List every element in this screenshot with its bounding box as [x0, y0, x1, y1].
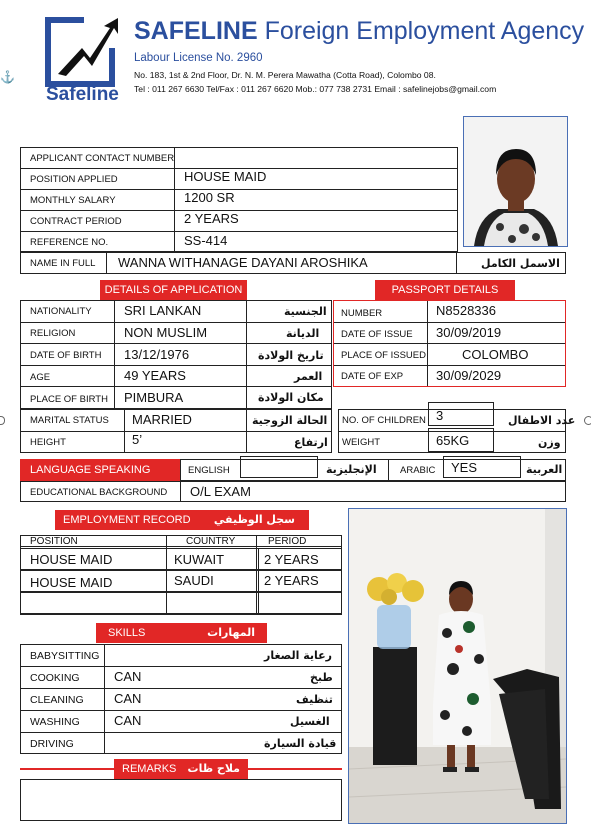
washing-label: WASHING [30, 716, 80, 728]
company-name [134, 17, 584, 46]
page-edge-marker-right [584, 416, 591, 425]
remarks-box [20, 779, 342, 821]
babysitting-label: BABYSITTING [30, 650, 100, 662]
reference-value: SS-414 [184, 233, 228, 248]
height-label: HEIGHT [30, 437, 66, 448]
employment-country-2: SAUDI [174, 573, 214, 588]
place-of-birth-label-ar: مكان الولادة [258, 391, 324, 404]
remarks-label: REMARKS [122, 763, 177, 775]
company-brand: SAFELINE [134, 17, 258, 45]
driving-label: DRIVING [30, 738, 74, 750]
cooking-label: COOKING [30, 672, 80, 684]
height-value: 5’ [132, 432, 143, 447]
applicant-portrait-photo [463, 116, 568, 247]
date-of-issue-label: DATE OF ISSUE [341, 329, 413, 340]
license-number: Labour License No. 2960 [134, 52, 263, 64]
cleaning-label: CLEANING [30, 694, 84, 706]
employment-country-1: KUWAIT [174, 552, 225, 567]
education-label: EDUCATIONAL BACKGROUND [30, 487, 168, 498]
cleaning-value: CAN [114, 691, 142, 706]
cooking-value: CAN [114, 669, 142, 684]
children-label: NO. OF CHILDREN [342, 415, 426, 426]
contact-label: APPLICANT CONTACT NUMBER [30, 153, 175, 164]
anchor-icon: ⚓ [0, 70, 15, 84]
children-label-ar: عدد الاطفال [508, 414, 576, 427]
age-label: AGE [30, 372, 51, 383]
date-of-birth-value: 13/12/1976 [124, 347, 190, 362]
date-of-issue-value: 30/09/2019 [436, 325, 502, 340]
employment-col-country: COUNTRY [186, 536, 236, 547]
page-edge-marker-left [0, 416, 5, 425]
employment-row-3 [20, 592, 342, 614]
skills-header [96, 623, 267, 643]
employment-period-2: 2 YEARS [264, 573, 319, 588]
company-address: No. 183, 1st & 2nd Floor, Dr. N. M. Perera Mawatha (Cotta Road), Colombo 08. [134, 70, 436, 80]
children-value: 3 [436, 408, 444, 423]
nationality-label: NATIONALITY [30, 306, 92, 317]
remarks-header [114, 759, 248, 779]
employment-col-period: PERIOD [268, 536, 307, 547]
height-label-ar: ارتفاع [294, 436, 328, 449]
nationality-value: SRI LANKAN [124, 303, 202, 318]
place-of-issue-value: COLOMBO [462, 347, 529, 362]
salary-value: 1200 SR [184, 190, 235, 205]
full-name-label: NAME IN FULL [30, 258, 96, 269]
employment-period-1: 2 YEARS [264, 552, 319, 567]
full-name-value: WANNA WITHANAGE DAYANI AROSHIKA [118, 255, 368, 270]
date-of-birth-label: DATE OF BIRTH [30, 350, 102, 361]
date-of-expiry-label: DATE OF EXP [341, 371, 404, 382]
company-name-rest: Foreign Employment Agency [257, 17, 585, 45]
employment-record-header [55, 510, 309, 530]
employment-col-position: POSITION [30, 536, 78, 547]
position-applied-label: POSITION APPLIED [30, 174, 118, 185]
language-speaking-header: LANGUAGE SPEAKING [20, 459, 180, 481]
religion-label-ar: الديانة [286, 327, 320, 340]
marital-status-value: MARRIED [132, 412, 192, 427]
religion-label: RELIGION [30, 328, 76, 339]
arabic-label-ar: العربية [526, 463, 563, 476]
marital-status-label: MARITAL STATUS [30, 415, 109, 426]
skills-label: SKILLS [108, 627, 146, 639]
position-applied-value: HOUSE MAID [184, 169, 267, 184]
details-of-application-header: DETAILS OF APPLICATION [100, 280, 247, 300]
passport-number-value: N8528336 [436, 303, 496, 318]
washing-value: CAN [114, 713, 142, 728]
arabic-value: YES [451, 460, 478, 475]
date-of-birth-label-ar: تاريخ الولادة [258, 349, 324, 362]
education-value: O/L EXAM [190, 484, 251, 499]
arabic-label: ARABIC [400, 465, 436, 476]
remarks-label-ar: ملاح ظات [187, 762, 240, 775]
washing-label-ar: الغسيل [290, 715, 330, 728]
skills-label-ar: المهارات [207, 626, 255, 639]
employment-record-label-ar: سجل الوظيفي [213, 513, 295, 526]
cleaning-label-ar: تنظيف [296, 693, 333, 706]
employment-position-1: HOUSE MAID [30, 552, 113, 567]
age-value: 49 YEARS [124, 368, 186, 383]
english-value-box [240, 456, 318, 478]
weight-value: 65KG [436, 433, 470, 448]
applicant-full-body-photo [348, 508, 567, 824]
weight-label-ar: وزن [538, 436, 561, 449]
passport-number-label: NUMBER [341, 308, 383, 319]
contract-period-label: CONTRACT PERIOD [30, 216, 122, 227]
religion-value: NON MUSLIM [124, 325, 208, 340]
full-name-label-ar: الاسمل الكامل [481, 257, 560, 270]
english-label-ar: الإنجليزية [326, 463, 377, 476]
age-label-ar: العمر [294, 370, 323, 383]
company-contact: Tel : 011 267 6630 Tel/Fax : 011 267 6620 Mob.: 077 738 2731 Email : safelinejobs@gmail.com [134, 84, 497, 94]
employment-record-label: EMPLOYMENT RECORD [63, 514, 191, 526]
employment-position-2: HOUSE MAID [30, 575, 113, 590]
babysitting-label-ar: رعاية الصغار [264, 649, 333, 662]
place-of-birth-label: PLACE OF BIRTH [30, 394, 108, 405]
weight-label: WEIGHT [342, 437, 380, 448]
date-of-expiry-value: 30/09/2029 [436, 368, 502, 383]
contract-period-value: 2 YEARS [184, 211, 239, 226]
passport-details-header: PASSPORT DETAILS [375, 280, 515, 300]
place-of-birth-value: PIMBURA [124, 390, 184, 405]
nationality-label-ar: الجنسية [284, 305, 327, 318]
salary-label: MONTHLY SALARY [30, 195, 116, 206]
driving-label-ar: قيادة السيارة [264, 737, 337, 750]
cooking-label-ar: طبخ [310, 671, 333, 684]
reference-label: REFERENCE NO. [30, 237, 109, 248]
place-of-issue-label: PLACE OF ISSUED [341, 350, 426, 361]
english-label: ENGLISH [188, 465, 230, 476]
logo-text: Safeline [46, 84, 119, 105]
company-logo [44, 14, 122, 106]
marital-status-label-ar: الحالة الزوجية [252, 414, 328, 427]
